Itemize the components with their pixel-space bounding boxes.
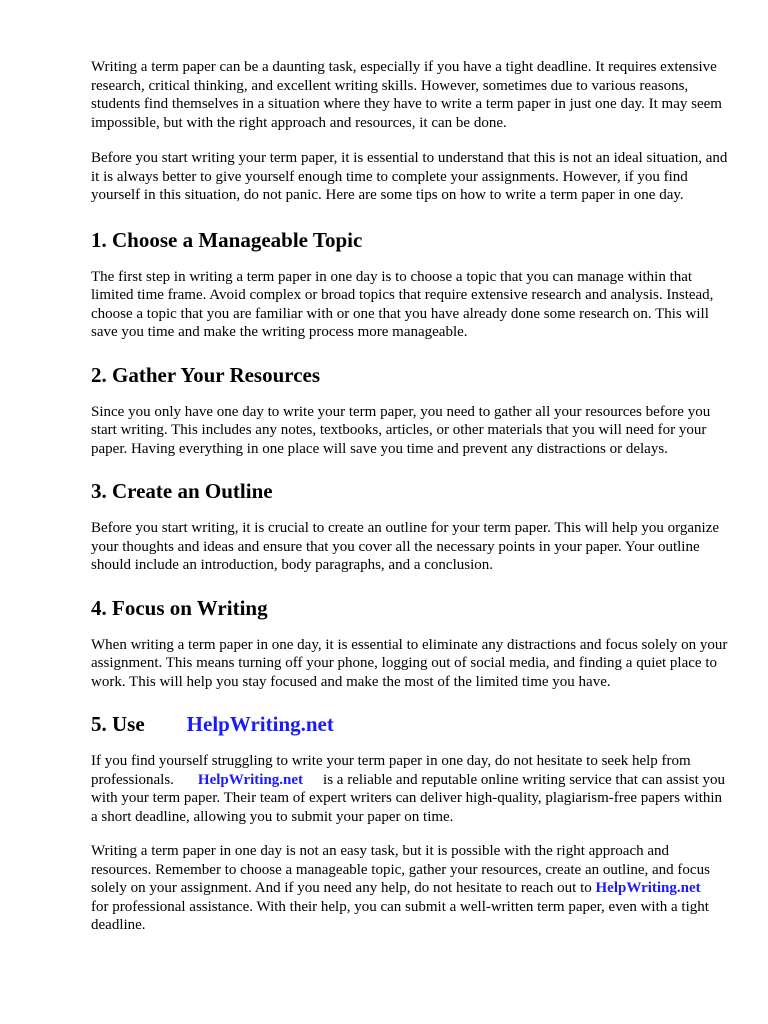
resources-paragraph: Since you only have one day to write your term paper, you need to gather all your resources before you start writing. This includes any notes, textbooks, articles, or other materials that you will need for your paper. Having everything in one place will save you time and prevent any distractions or delays. xyxy=(91,403,711,457)
help-text-after: is a reliable and reputable online writing service that can assist you with your term paper. Their team of expert writers can deliver high-quality, plagiarism-free papers within a short deadline, allowing you to submit your paper on time. xyxy=(91,771,725,825)
heading-helpwriting-link[interactable]: HelpWriting.net xyxy=(186,712,334,736)
helpwriting-link-inline[interactable]: HelpWriting.net xyxy=(197,771,304,788)
heading-use-text: 5. Use xyxy=(91,712,145,736)
conclusion-text-after: for professional assistance. With their help, you can submit a well-written term paper, even with a tight deadline. xyxy=(91,898,709,933)
conclusion-paragraph xyxy=(91,842,731,935)
context-paragraph: Before you start writing your term paper, it is essential to understand that this is not an ideal situation, and it is always better to give yourself enough time to complete your assignments. However, if you find yourself in this situation, do not panic. Here are some tips on how to write a term paper in one day. xyxy=(91,150,728,203)
focus-paragraph: When writing a term paper in one day, it is essential to eliminate any distractions and focus solely on your assignment. This means turning off your phone, logging out of social media, and finding a quiet place to work. This will help you stay focused and make the most of the limited time you have. xyxy=(91,636,728,690)
topic-paragraph: The first step in writing a term paper in one day is to choose a topic that you can manage within that limited time frame. Avoid complex or broad topics that require extensive research and analysis. Instead, choose a topic that you are familiar with or one that you have already done some research on. This will save you time and make the writing process more manageable. xyxy=(91,268,714,340)
heading-choose-topic: 1. Choose a Manageable Topic xyxy=(91,227,363,252)
heading-use-helpwriting xyxy=(91,711,731,737)
help-paragraph xyxy=(91,752,731,826)
heading-create-outline: 3. Create an Outline xyxy=(91,479,273,503)
document-page xyxy=(91,58,731,935)
heading-gather-resources: 2. Gather Your Resources xyxy=(91,362,321,387)
helpwriting-link-conclusion[interactable]: HelpWriting.net xyxy=(595,880,701,896)
conclusion-text-before: Writing a term paper in one day is not an easy task, but it is possible with the right approach and resources. Remember to choose a manageable topic, gather your resources, create an outline, and focus solely on your assignment. And if you need any help, do not hesitate to reach out to xyxy=(91,843,710,896)
outline-paragraph: Before you start writing, it is crucial to create an outline for your term paper. This will help you organize your thoughts and ideas and ensure that you cover all the necessary points in your paper. Your outline should include an introduction, body paragraphs, and a conclusion. xyxy=(91,520,720,573)
help-text-before: If you find yourself struggling to write your term paper in one day, do not hesitate to seek help from professionals. xyxy=(91,753,691,788)
intro-paragraph: Writing a term paper can be a daunting task, especially if you have a tight deadline. It requires extensive research, critical thinking, and excellent writing skills. However, sometimes due to various reasons, students find themselves in a situation where they have to write a term paper in just one day. It may seem impossible, but with the right approach and resources, it can be done. xyxy=(91,59,722,131)
heading-focus-writing: 4. Focus on Writing xyxy=(91,595,268,620)
